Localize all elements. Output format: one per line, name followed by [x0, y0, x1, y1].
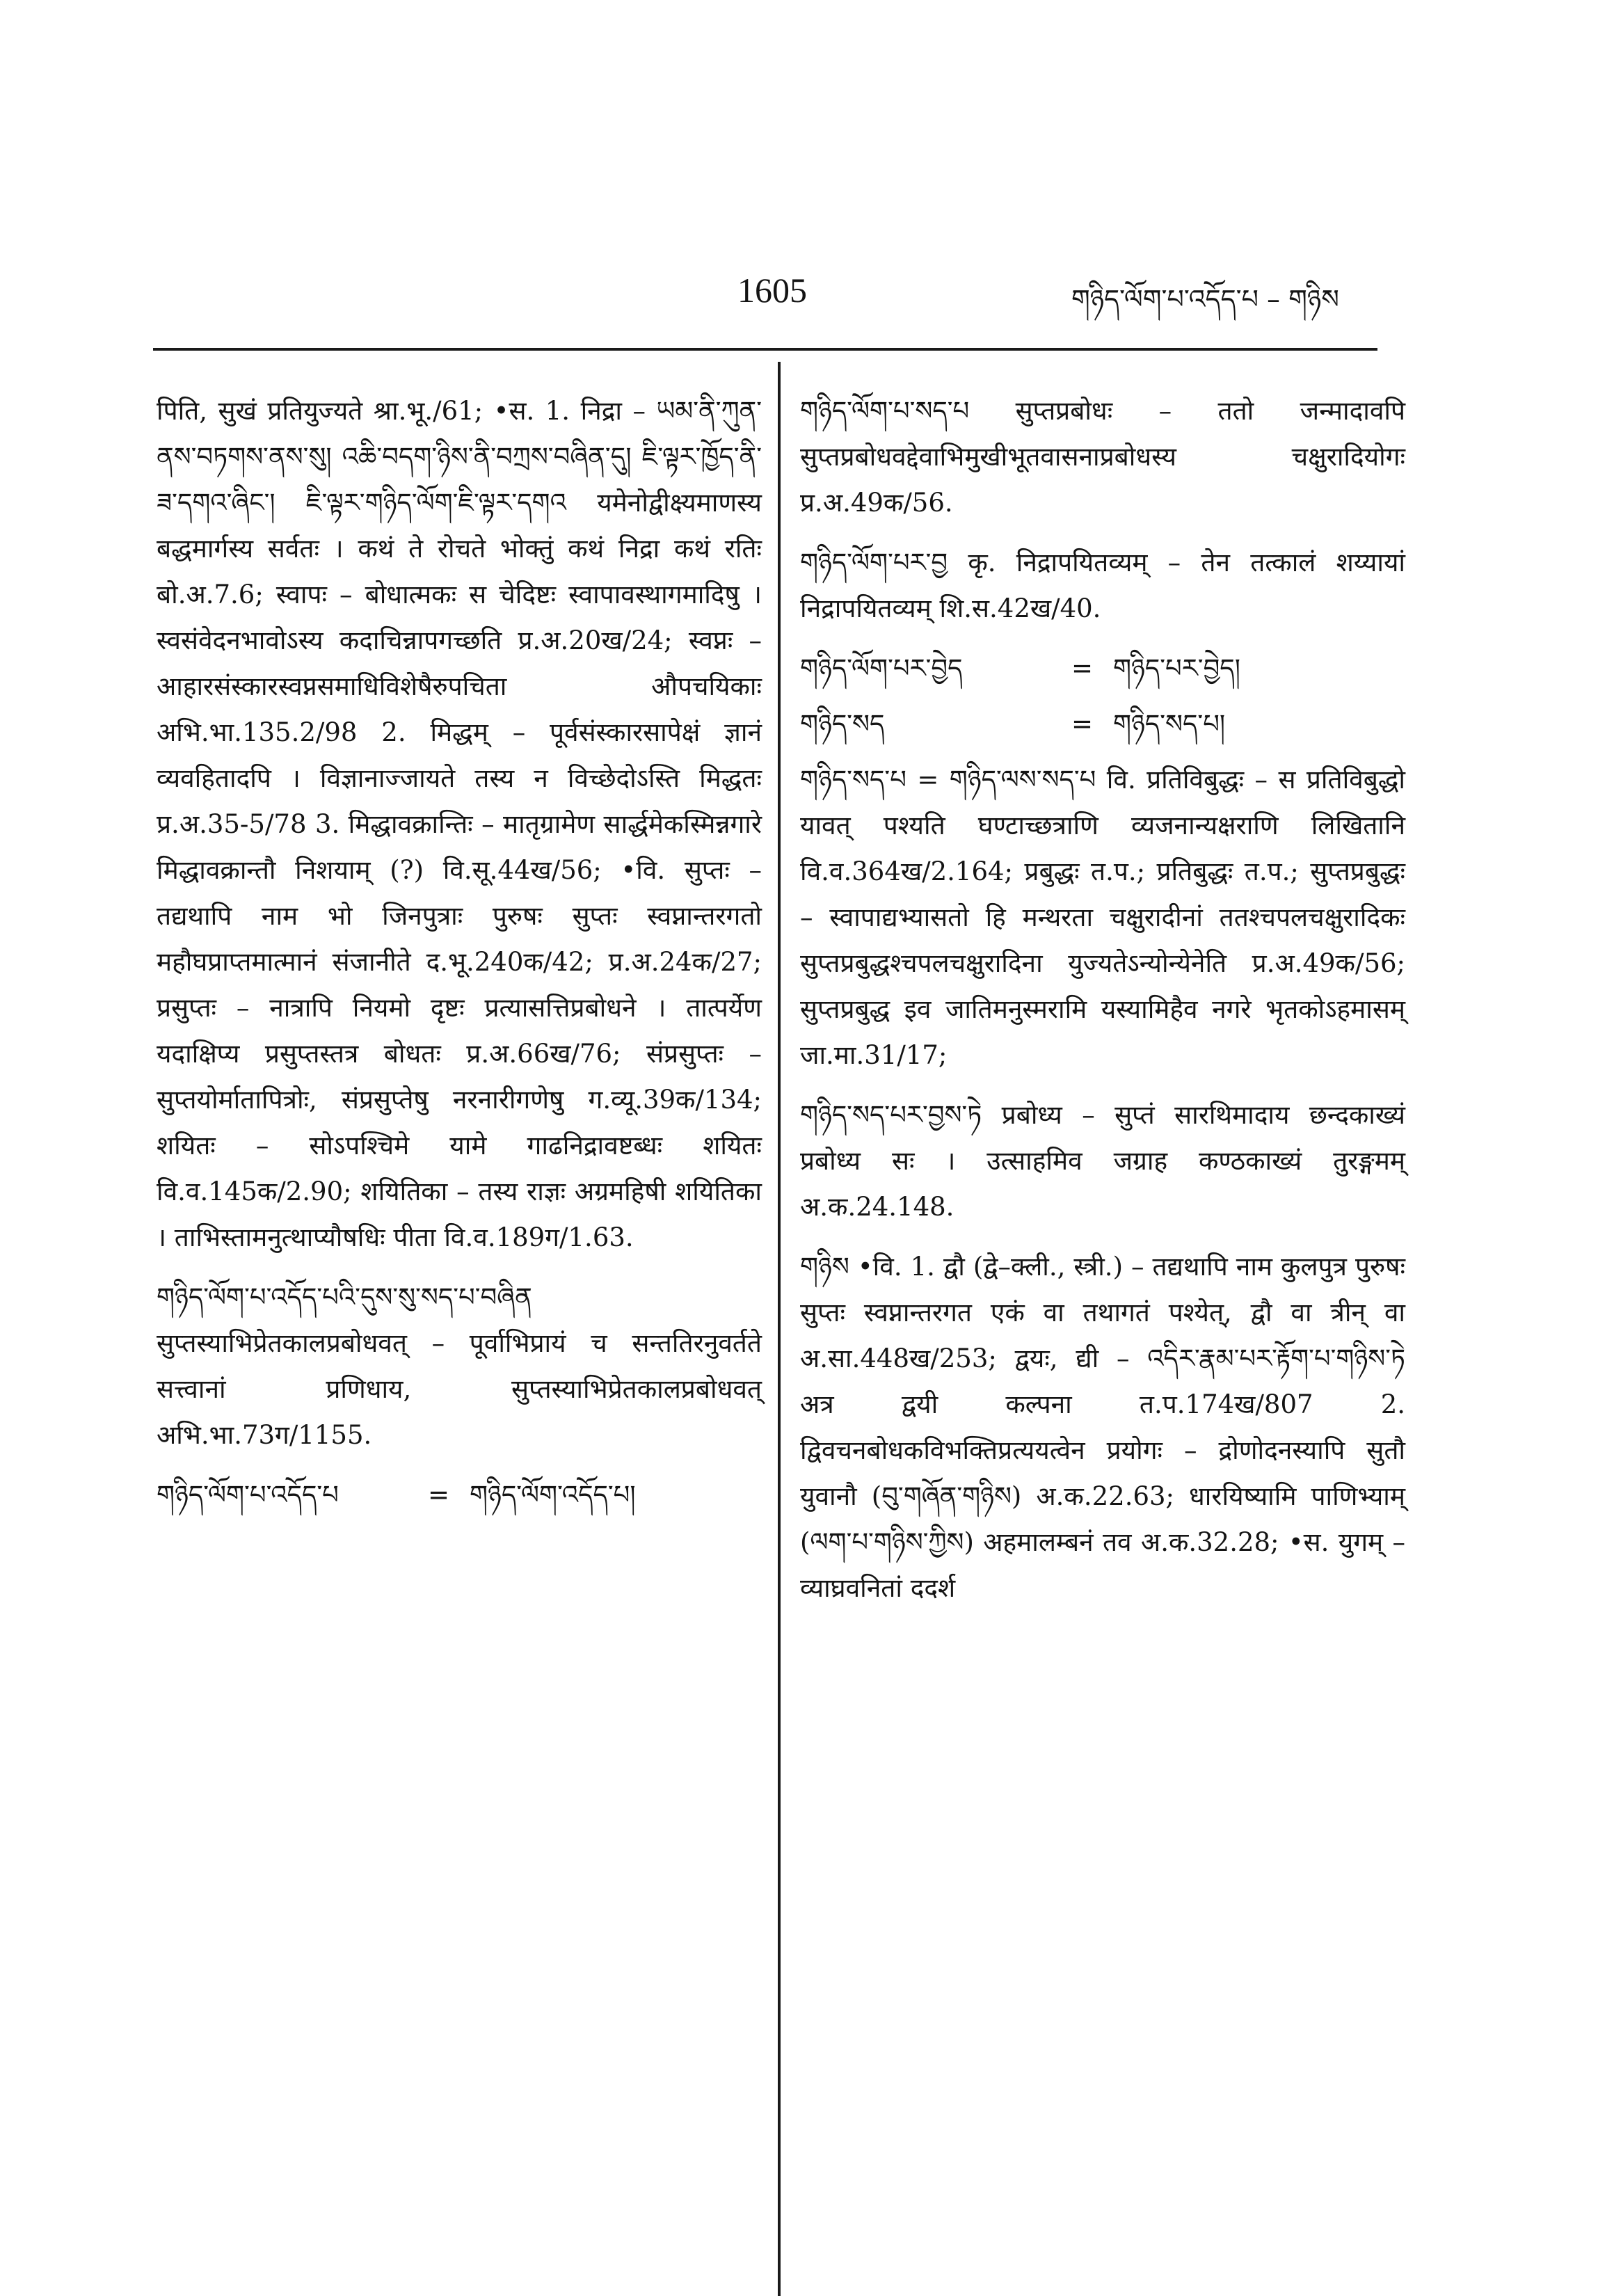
page-number: 1605 [737, 271, 807, 310]
equals-sign: = [1071, 709, 1094, 739]
dictionary-entry [157, 1275, 762, 1458]
entry-body: सुप्तप्रबोधः – ततो जन्मादावपि सुप्तप्रबोधवद्देवाभिमुखीभूतवासनाप्रबोधस्य चक्षुरादियोगः प्र.अ.49क/56. [800, 396, 1405, 518]
entry-headword: གཉིད་ལོག་པ་འདོད་པའི་དུས་སུ་སད་པ་བཞིན [157, 1282, 532, 1312]
entry-body: •वि. 1. द्वौ (द्वे–क्ली., स्त्री.) – तद्यथापि नाम कुलपुत्र पुरुषः सुप्तः स्वप्नान्तरगत एकं वा तथागतं पश्येत्, द्वौ वा त्रीन् वा अ.सा.448ख/253; द्वयः, द्यी – འདིར་རྣམ་པར་རྟོག་པ་གཉིས་ཏེ अत्र द्वयी कल्पना त.प.174ख/807 2. द्विवचनबोधकविभक्तिप्रत्ययत्वेन प्रयोगः – द्रोणोदनस्यापि सुतौ युवानौ (བུ་གཞོན་གཉིས) अ.क.22.63; धारयिष्यामि पाणिभ्याम् (ལག་པ་གཉིས་ཀྱིས) अहमालम्बनं तव अ.क.32.28; •स. युगम् – व्याघ्रवनितां ददर्श [800, 1252, 1406, 1603]
header-rule [153, 348, 1377, 351]
running-head: གཉིད་ལོག་པ་འདོད་པ – གཉིས [1071, 284, 1339, 314]
entry-headword: གཉིད་ལོག་པར་བྱེད [800, 653, 963, 683]
cross-reference-entry [800, 701, 1405, 747]
entry-headword: གཉིད་ལོག་པ་འདོད་པ [157, 1480, 339, 1510]
dictionary-entry [800, 757, 1405, 1078]
entry-body: सुप्तस्याभिप्रेतकालप्रबोधवत् – पूर्वाभिप्रायं च सन्ततिरनुवर्तते सत्त्वानां प्रणिधाय, सुप्तस्याभिप्रेतकालप्रबोधवत् अभि.भा.73ग/1155. [157, 1328, 762, 1450]
equals-sign: = [1071, 653, 1094, 683]
dictionary-entry [800, 1244, 1405, 1611]
entry-headword: གཉིད་སད་པ [800, 765, 906, 795]
entry-headword: གཉིས [800, 1252, 849, 1282]
entry-headword: གཉིད་ལོག་པ་སད་པ [800, 396, 970, 426]
dictionary-entry [800, 540, 1405, 632]
entry-body: = གཉིད་ལས་སད་པ वि. प्रतिविबुद्धः – स प्रतिविबुद्धो यावत् पश्यति घण्टाच्छत्राणि व्यजनान्यक्षराणि लिखितानि वि.व.364ख/2.164; प्रबुद्धः त.प.; प्रतिबुद्धः त.प.; सुप्तप्रबुद्धः – स्वापाद्यभ्यासतो हि मन्थरता चक्षुरादीनां ततश्चपलचक्षुरादिकः सुप्तप्रबुद्धश्चपलचक्षुरादिना युज्यतेऽन्योन्येनेति प्र.अ.49क/56; सुप्तप्रबुद्ध इव जातिमनुस्मरामि यस्यामिहैव नगरे भृतकोऽहमासम् जा.मा.31/17; [800, 765, 1406, 1070]
entry-body: कृ. निद्रापयितव्यम् – तेन तत्कालं शय्यायां निद्रापयितव्यम् शि.स.42ख/40. [800, 548, 1405, 623]
cross-reference-target: གཉིད་སད་པ། [1113, 709, 1226, 739]
entry-headword: གཉིད་སད [800, 709, 885, 739]
dictionary-entry [800, 1092, 1405, 1230]
cross-reference-target: གཉིད་ལོག་འདོད་པ། [470, 1480, 636, 1510]
column-divider [778, 362, 781, 2296]
right-column [800, 388, 1405, 1625]
equals-sign: = [428, 1480, 450, 1510]
dictionary-entry [800, 388, 1405, 526]
entry-continuation: पिति, सुखं प्रतियुज्यते श्रा.भू./61; •स. 1. निद्रा – ཡམ་ནི་ཀུན་ནས་བཏགས་ནས་སུ། འཆི་བདག་ཉིས་ནི་བཀྲས་བཞིན་དུ། ཇི་ལྟར་ཁྱོད་ནི་ཟ་དགའ་ཞིང་། ཇི་ལྟར་གཉིད་ལོག་ཇི་ལྟར་དགའ यमेनोद्वीक्ष्यमाणस्य बद्धमार्गस्य सर्वतः । कथं ते रोचते भोक्तुं कथं निद्रा कथं रतिः बो.अ.7.6; स्वापः – बोधात्मकः स चेदिष्टः स्वापावस्थागमादिषु । स्वसंवेदनभावोऽस्य कदाचिन्नापगच्छति प्र.अ.20ख/24; स्वप्नः – आहारसंस्कारस्वप्नसमाधिविशेषैरुपचिता औपचयिकाः अभि.भा.135.2/98 2. मिद्धम् – पूर्वसंस्कारसापेक्षं ज्ञानं व्यवहितादपि । विज्ञानाज्जायते तस्य न विच्छेदोऽस्ति मिद्धतः प्र.अ.35-5/78 3. मिद्धावक्रान्तिः – मातृग्रामेण सार्द्धमेकस्मिन्नगारे मिद्धावक्रान्तौ निशयाम् (?) वि.सू.44ख/56; •वि. सुप्तः – तद्यथापि नाम भो जिनपुत्राः पुरुषः सुप्तः स्वप्नान्तरगतो महौघप्राप्तमात्मानं संजानीते द.भू.240क/42; प्र.अ.24क/27; प्रसुप्तः – नात्रापि नियमो दृष्टः प्रत्यासत्तिप्रबोधने । तात्पर्येण यदाक्षिप्य प्रसुप्तस्तत्र बोधतः प्र.अ.66ख/76; संप्रसुप्तः – सुप्तयोर्मातापित्रोः, संप्रसुप्तेषु नरनारीगणेषु ग.व्यू.39क/134; शयितः – सोऽपश्चिमे यामे गाढनिद्रावष्टब्धः शयितः वि.व.145क/2.90; शयितिका – तस्य राज्ञः अग्रमहिषी शयितिका । ताभिस्तामनुत्थाप्यौषधिः पीता वि.व.189ग/1.63. [157, 396, 762, 1252]
cross-reference-target: གཉིད་པར་བྱེད། [1113, 653, 1240, 683]
entry-body: प्रबोध्य – सुप्तं सारथिमादाय छन्दकाख्यं प्रबोध्य सः । उत्साहमिव जग्राह कण्ठकाख्यं तुरङ्गमम् अ.क.24.148. [800, 1100, 1405, 1222]
entry-headword: གཉིད་ལོག་པར་བྱ [800, 548, 948, 577]
cross-reference-entry [800, 646, 1405, 692]
left-column [157, 388, 762, 1528]
entry-headword: གཉིད་སད་པར་བྱས་ཏེ [800, 1100, 982, 1130]
cross-reference-entry [157, 1472, 762, 1518]
